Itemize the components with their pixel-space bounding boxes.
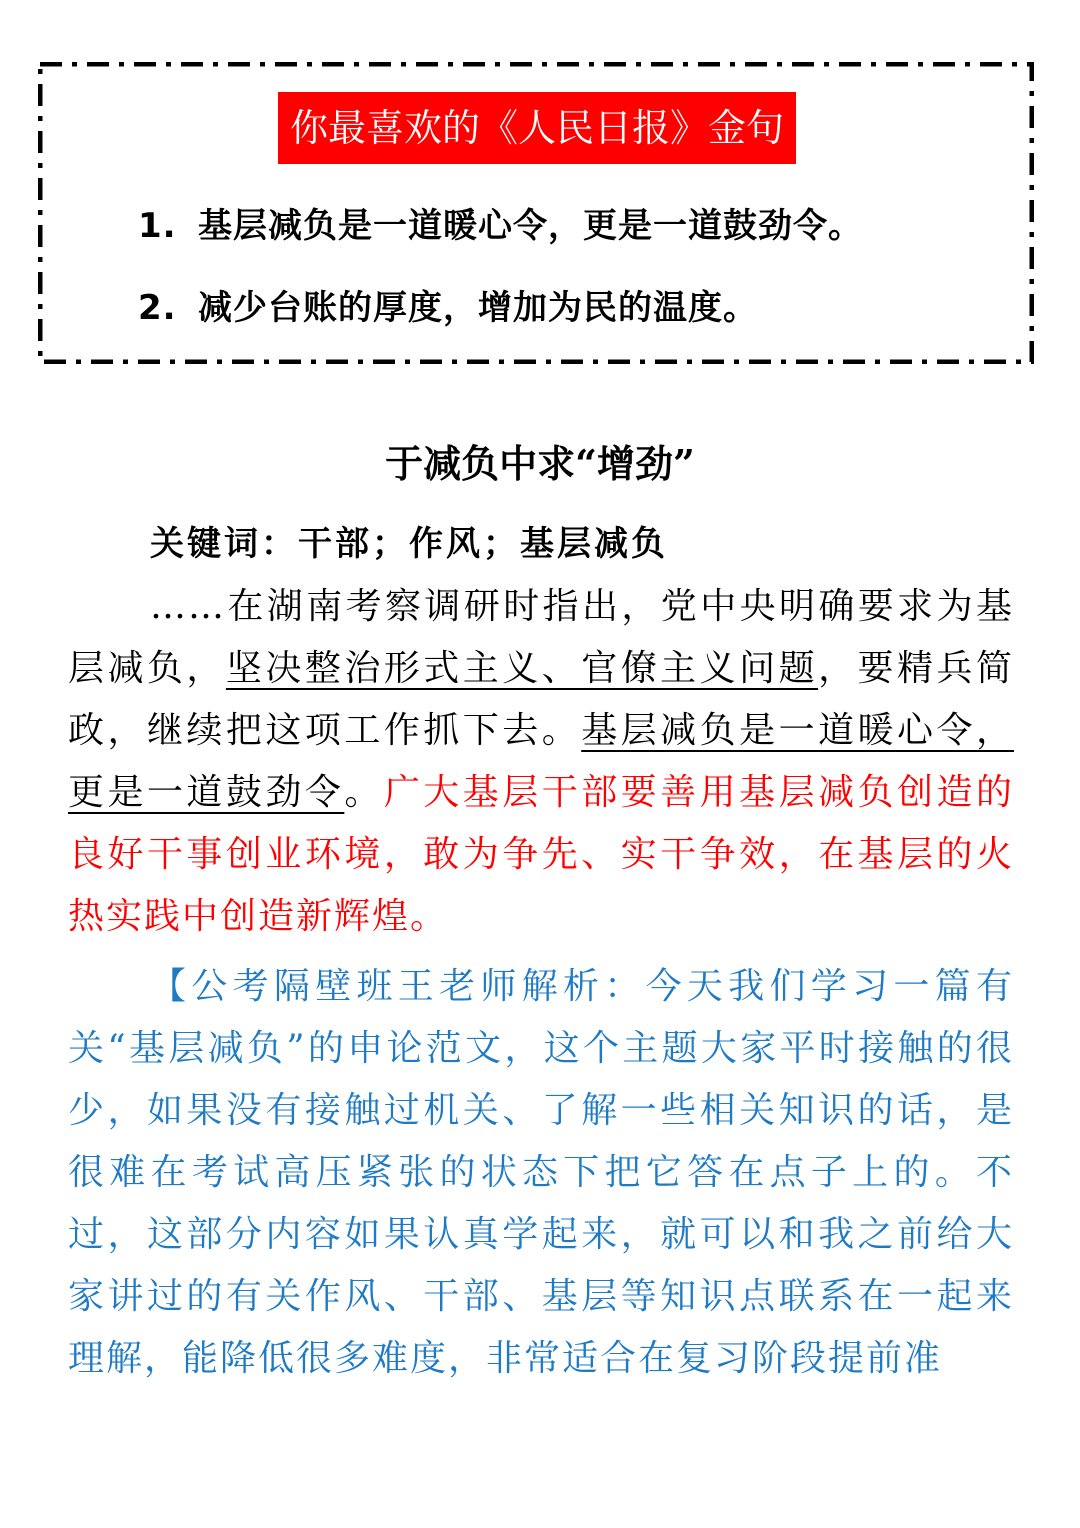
para1-end: 。 — [344, 772, 384, 813]
para1-red-text: 广大基层干部要善用基层减负创造的良好干事创业环境，敢为争先、实干争效，在基层的火热实践中创造新辉煌。 — [68, 772, 1014, 937]
quote-item-number: 1. — [138, 206, 177, 246]
quote-item-text: 减少台账的厚度，增加为民的温度。 — [198, 288, 758, 328]
article-paragraph-1 — [68, 576, 1014, 948]
para1-underline-1: 坚决整治形式主义、官僚主义问题 — [225, 648, 819, 689]
keywords-line: 关键词：干部；作风；基层减负 — [150, 524, 668, 564]
article-title: 于减负中求“增劲” — [385, 441, 695, 486]
analysis-paragraph: 【公考隔壁班王老师解析：今天我们学习一篇有关“基层减负”的申论范文，这个主题大家平时接触的很少，如果没有接触过机关、了解一些相关知识的话，是很难在考试高压紧张的状态下把它答在点子上的。不过，这部分内容如果认真学起来，就可以和我之前给大家讲过的有关作风、干部、基层等知识点联系在一起来理解，能降低很多难度，非常适合在复习阶段提前准 — [68, 966, 1014, 1379]
para1-lead: ……在湖南考察调研时指出，党中央明确要求为基层减负， — [68, 586, 1014, 689]
quote-item-text: 基层减负是一道暖心令，更是一道鼓劲令。 — [198, 206, 863, 246]
quote-item-1 — [138, 206, 863, 246]
quote-box-title: 你最喜欢的《人民日报》金句 — [278, 92, 796, 164]
para1-mid: ，要精兵简政，继续把这项工作抓下去。 — [68, 648, 1014, 751]
para1-underline-2: 基层减负是一道暖心令，更是一道鼓劲令 — [68, 710, 1014, 813]
quote-item-2 — [138, 288, 758, 328]
quote-item-number: 2. — [138, 288, 177, 328]
